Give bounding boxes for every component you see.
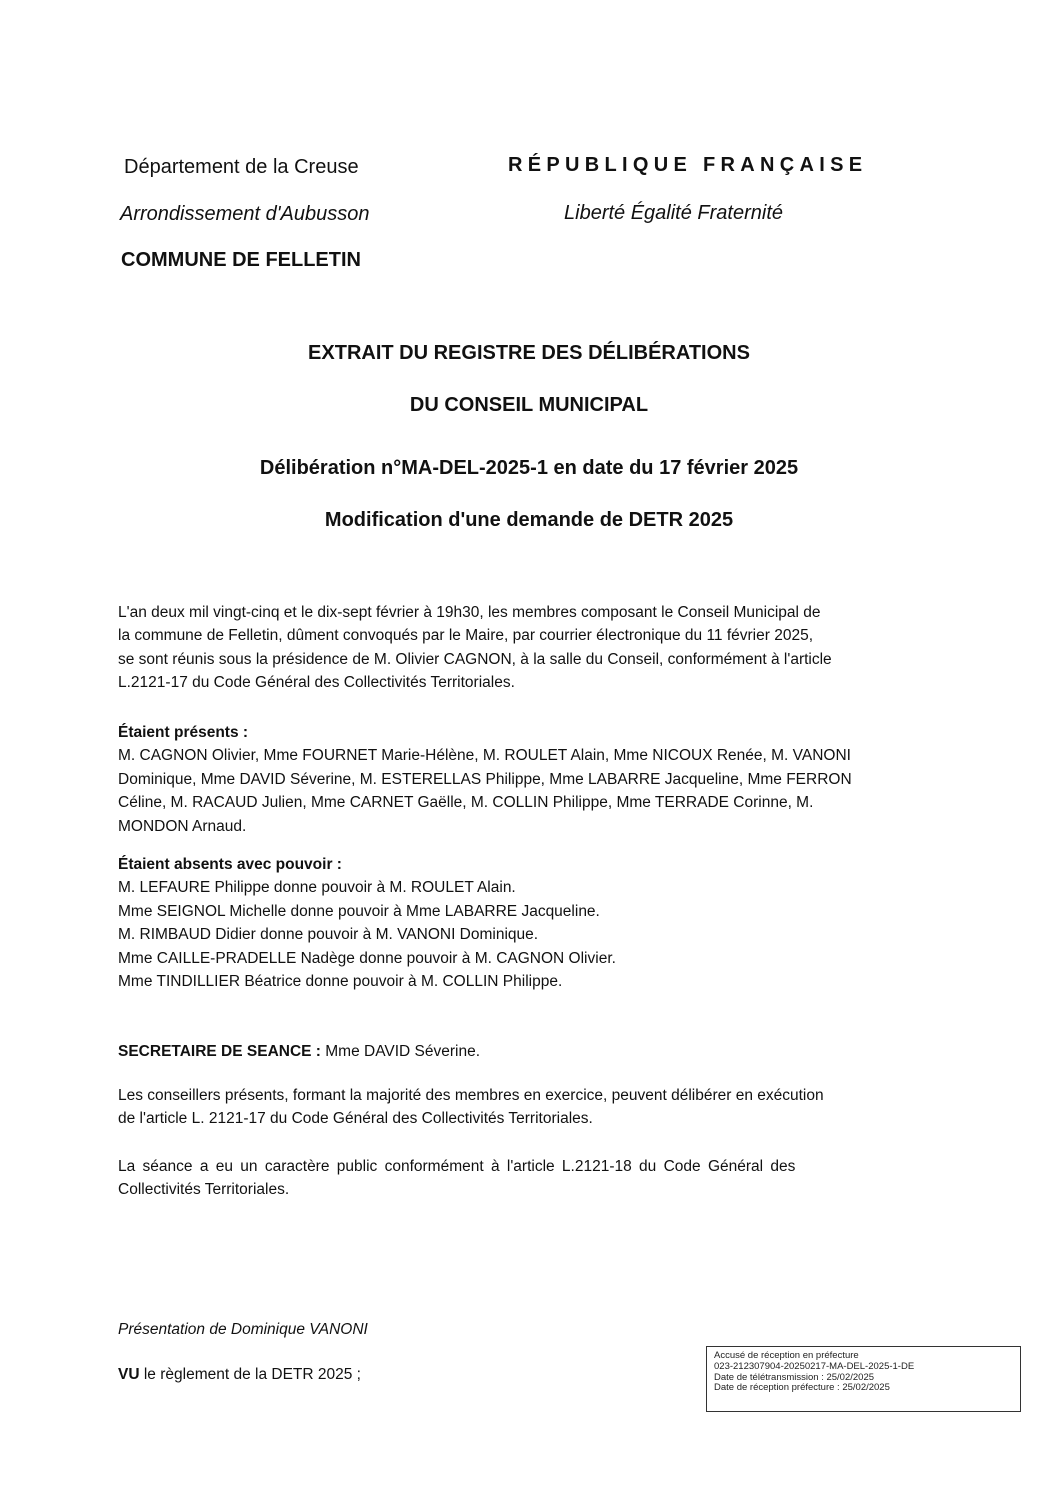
absent-line: Mme TINDILLIER Béatrice donne pouvoir à M. COLLIN Philippe. xyxy=(118,973,563,991)
public-line: La séance a eu un caractère public conformément à l'article L.2121-18 du Code Général des xyxy=(118,1158,796,1175)
present-section xyxy=(118,721,926,838)
absent-line: Mme SEIGNOL Michelle donne pouvoir à Mme LABARRE Jacqueline. xyxy=(118,902,600,920)
register-title: EXTRAIT DU REGISTRE DES DÉLIBÉRATIONS xyxy=(308,342,750,364)
secretary-value: Mme DAVID Séverine. xyxy=(320,1043,481,1060)
absent-line: Mme CAILLE-PRADELLE Nadège donne pouvoir à M. CAGNON Olivier. xyxy=(118,949,616,967)
commune-name: COMMUNE DE FELLETIN xyxy=(121,249,361,271)
intro-line: L.2121-17 du Code Général des Collectivités Territoriales. xyxy=(118,674,515,692)
prefecture-receipt-stamp xyxy=(706,1346,1021,1412)
absent-section xyxy=(118,853,926,993)
secretary-label: SECRETAIRE DE SEANCE : xyxy=(118,1043,321,1060)
secretary-line xyxy=(118,1040,926,1063)
absent-line: M. LEFAURE Philippe donne pouvoir à M. ROULET Alain. xyxy=(118,879,516,897)
stamp-line: Accusé de réception en préfecture xyxy=(714,1350,859,1361)
council-title: DU CONSEIL MUNICIPAL xyxy=(409,394,649,416)
present-line: Dominique, Mme DAVID Séverine, M. ESTERELLAS Philippe, Mme LABARRE Jacqueline, Mme FERRON xyxy=(118,770,852,788)
intro-line: se sont réunis sous la présidence de M. Olivier CAGNON, à la salle du Conseil, conformément à l'article xyxy=(118,650,832,668)
intro-line: L'an deux mil vingt-cinq et le dix-sept février à 19h30, les membres composant le Conseil Municipal de xyxy=(118,604,821,621)
public-line: Collectivités Territoriales. xyxy=(118,1181,290,1199)
presentation-text: Présentation de Dominique VANONI xyxy=(118,1321,368,1338)
present-heading-label: Étaient présents xyxy=(118,724,239,741)
absent-heading: Étaient absents avec pouvoir : xyxy=(118,856,342,873)
stamp-line: Date de réception préfecture : 25/02/2025 xyxy=(714,1382,890,1394)
vu-label: VU xyxy=(118,1366,140,1383)
vu-text: le règlement de la DETR 2025 ; xyxy=(139,1366,361,1383)
stamp-line: 023-212307904-20250217-MA-DEL-2025-1-DE xyxy=(714,1360,915,1372)
deliberation-number: Délibération n°MA-DEL-2025-1 en date du 17 février 2025 xyxy=(259,457,799,479)
present-line: M. CAGNON Olivier, Mme FOURNET Marie-Hélène, M. ROULET Alain, Mme NICOUX Renée, M. VANONI xyxy=(118,747,851,765)
presentation-line xyxy=(118,1318,926,1341)
republic-motto: Liberté Égalité Fraternité xyxy=(564,202,784,224)
deliberation-subject: Modification d'une demande de DETR 2025 xyxy=(324,509,734,531)
quorum-line: Les conseillers présents, formant la majorité des membres en exercice, peuvent délibérer en exécution xyxy=(118,1087,824,1104)
present-heading-colon: : xyxy=(238,724,249,741)
quorum-paragraph xyxy=(118,1084,926,1131)
arrondissement-name: Arrondissement d'Aubusson xyxy=(120,203,370,225)
present-heading xyxy=(118,721,926,744)
stamp-line: Date de télétransmission : 25/02/2025 xyxy=(714,1371,875,1383)
quorum-line: de l'article L. 2121-17 du Code Général des Collectivités Territoriales. xyxy=(118,1110,593,1128)
intro-line: la commune de Felletin, dûment convoqués par le Maire, par courrier électronique du 11 février 2025, xyxy=(118,627,814,645)
absent-line: M. RIMBAUD Didier donne pouvoir à M. VANONI Dominique. xyxy=(118,926,539,944)
present-line: MONDON Arnaud. xyxy=(118,817,247,835)
republic-title: RÉPUBLIQUE FRANÇAISE xyxy=(508,154,868,176)
department-name: Département de la Creuse xyxy=(124,156,359,178)
present-line: Céline, M. RACAUD Julien, Mme CARNET Gaëlle, M. COLLIN Philippe, Mme TERRADE Corinne, M. xyxy=(118,794,814,812)
public-paragraph xyxy=(118,1155,926,1202)
intro-paragraph xyxy=(118,601,926,695)
